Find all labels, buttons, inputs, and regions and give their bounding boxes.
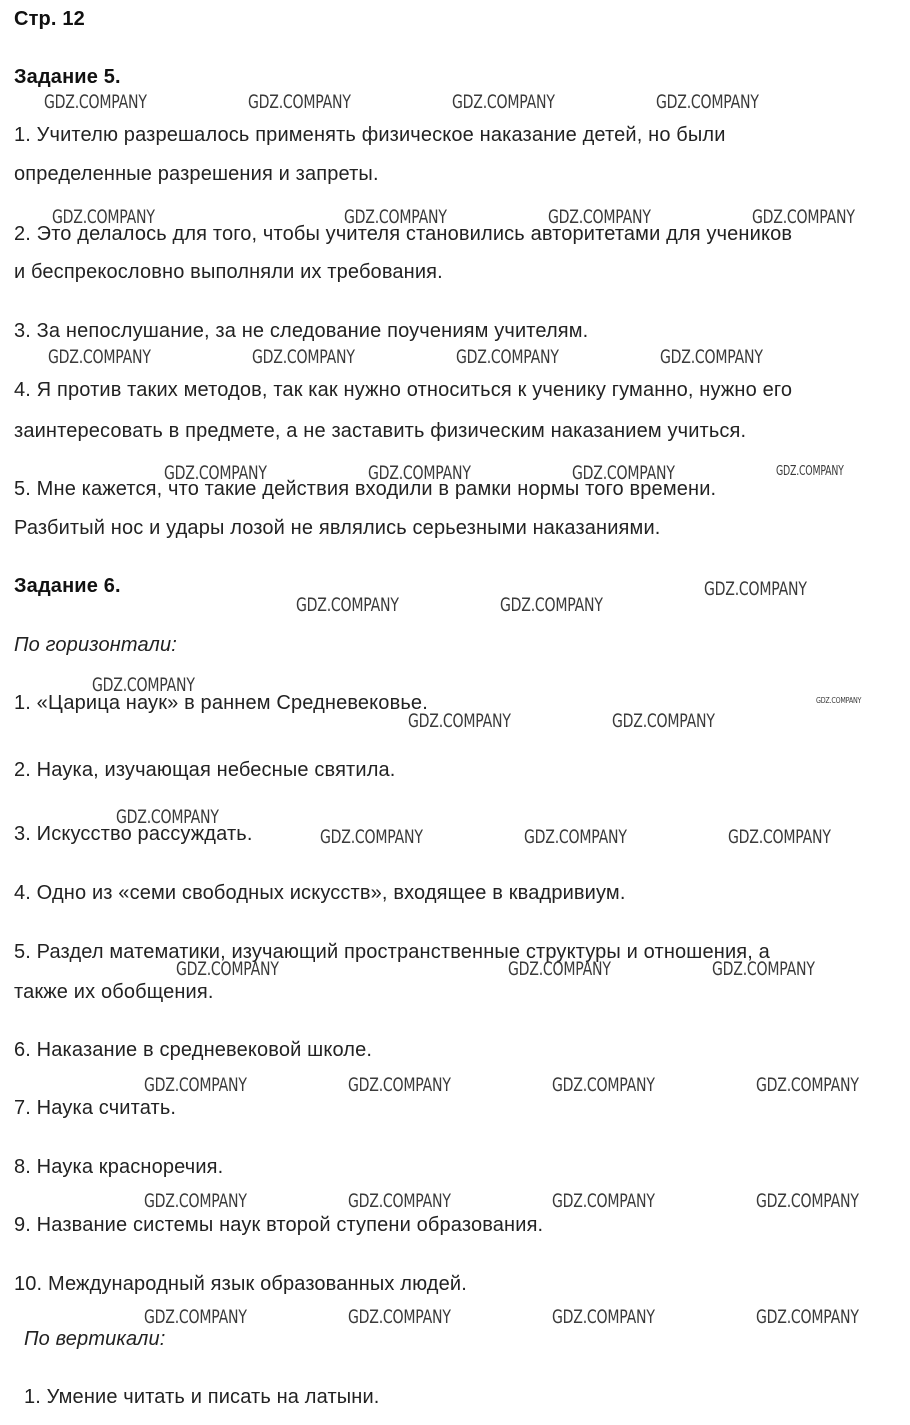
task5-heading: Задание 5. bbox=[14, 66, 121, 88]
horizontal-clue: также их обобщения. bbox=[14, 981, 214, 1003]
watermark-text: GDZ.COMPANY bbox=[452, 91, 555, 113]
watermark-text: GDZ.COMPANY bbox=[756, 1306, 859, 1328]
watermark-text: GDZ.COMPANY bbox=[756, 1074, 859, 1096]
watermark-text: GDZ.COMPANY bbox=[144, 1306, 247, 1328]
watermark-text: GDZ.COMPANY bbox=[144, 1190, 247, 1212]
task5-line: 1. Учителю разрешалось применять физическое наказание детей, но были bbox=[14, 124, 726, 146]
watermark-text: GDZ.COMPANY bbox=[344, 206, 447, 228]
vertical-clue: 1. Умение читать и писать на латыни. bbox=[24, 1386, 380, 1408]
watermark-text: GDZ.COMPANY bbox=[508, 958, 611, 980]
horizontal-clue: 8. Наука красноречия. bbox=[14, 1156, 224, 1178]
horizontal-clue: 6. Наказание в средневековой школе. bbox=[14, 1039, 373, 1061]
watermark-text: GDZ.COMPANY bbox=[552, 1074, 655, 1096]
horizontal-clue: 4. Одно из «семи свободных искусств», входящее в квадривиум. bbox=[14, 882, 626, 904]
task5-line: Разбитый нос и удары лозой не являлись серьезными наказаниями. bbox=[14, 517, 661, 539]
horizontal-clue: 3. Искусство рассуждать. bbox=[14, 823, 253, 845]
task5-line: 4. Я против таких методов, так как нужно относиться к ученику гуманно, нужно его bbox=[14, 379, 793, 401]
horizontal-clue: 2. Наука, изучающая небесные святила. bbox=[14, 759, 396, 781]
watermark-text: GDZ.COMPANY bbox=[116, 806, 219, 828]
watermark-text: GDZ.COMPANY bbox=[348, 1306, 451, 1328]
watermark-text: GDZ.COMPANY bbox=[660, 346, 763, 368]
watermark-text: GDZ.COMPANY bbox=[48, 346, 151, 368]
watermark-text: GDZ.COMPANY bbox=[776, 464, 844, 479]
watermark-text: GDZ.COMPANY bbox=[752, 206, 855, 228]
watermark-text: GDZ.COMPANY bbox=[456, 346, 559, 368]
watermark-text: GDZ.COMPANY bbox=[712, 958, 815, 980]
watermark-text: GDZ.COMPANY bbox=[44, 91, 147, 113]
watermark-text: GDZ.COMPANY bbox=[548, 206, 651, 228]
horizontal-clue: 7. Наука считать. bbox=[14, 1097, 177, 1119]
watermark-text: GDZ.COMPANY bbox=[656, 91, 759, 113]
task5-line: определенные разрешения и запреты. bbox=[14, 163, 379, 185]
watermark-text: GDZ.COMPANY bbox=[92, 674, 195, 696]
horizontal-clue: 5. Раздел математики, изучающий пространственные структуры и отношения, а bbox=[14, 941, 770, 963]
watermark-text: GDZ.COMPANY bbox=[348, 1074, 451, 1096]
watermark-text: GDZ.COMPANY bbox=[612, 710, 715, 732]
watermark-text: GDZ.COMPANY bbox=[704, 578, 807, 600]
task6-heading: Задание 6. bbox=[14, 575, 121, 597]
watermark-text: GDZ.COMPANY bbox=[176, 958, 279, 980]
watermark-text: GDZ.COMPANY bbox=[348, 1190, 451, 1212]
watermark-text: GDZ.COMPANY bbox=[144, 1074, 247, 1096]
watermark-text: GDZ.COMPANY bbox=[572, 462, 675, 484]
watermark-text: GDZ.COMPANY bbox=[368, 462, 471, 484]
watermark-text: GDZ.COMPANY bbox=[816, 696, 862, 705]
watermark-text: GDZ.COMPANY bbox=[248, 91, 351, 113]
watermark-text: GDZ.COMPANY bbox=[500, 594, 603, 616]
watermark-text: GDZ.COMPANY bbox=[756, 1190, 859, 1212]
task5-line: 2. Это делалось для того, чтобы учителя становились авторитетами для учеников bbox=[14, 223, 793, 245]
task5-line: и беспрекословно выполняли их требования. bbox=[14, 261, 443, 283]
horizontal-clue: 1. «Царица наук» в раннем Средневековье. bbox=[14, 692, 428, 714]
watermark-text: GDZ.COMPANY bbox=[252, 346, 355, 368]
watermark-text: GDZ.COMPANY bbox=[164, 462, 267, 484]
task5-line: заинтересовать в предмете, а не заставить физическим наказанием учиться. bbox=[14, 420, 747, 442]
horizontal-clue: 9. Название системы наук второй ступени образования. bbox=[14, 1214, 544, 1236]
watermark-text: GDZ.COMPANY bbox=[552, 1190, 655, 1212]
page-title: Стр. 12 bbox=[14, 8, 85, 30]
watermark-text: GDZ.COMPANY bbox=[296, 594, 399, 616]
task5-line: 3. За непослушание, за не следование поучениям учителям. bbox=[14, 320, 589, 342]
horizontal-label: По горизонтали: bbox=[14, 634, 177, 656]
task5-line: 5. Мне кажется, что такие действия входили в рамки нормы того времени. bbox=[14, 478, 717, 500]
watermark-text: GDZ.COMPANY bbox=[728, 826, 831, 848]
horizontal-clue: 10. Международный язык образованных людей. bbox=[14, 1273, 467, 1295]
watermark-text: GDZ.COMPANY bbox=[52, 206, 155, 228]
watermark-text: GDZ.COMPANY bbox=[408, 710, 511, 732]
watermark-text: GDZ.COMPANY bbox=[320, 826, 423, 848]
vertical-label: По вертикали: bbox=[24, 1328, 166, 1350]
watermark-text: GDZ.COMPANY bbox=[524, 826, 627, 848]
watermark-text: GDZ.COMPANY bbox=[552, 1306, 655, 1328]
